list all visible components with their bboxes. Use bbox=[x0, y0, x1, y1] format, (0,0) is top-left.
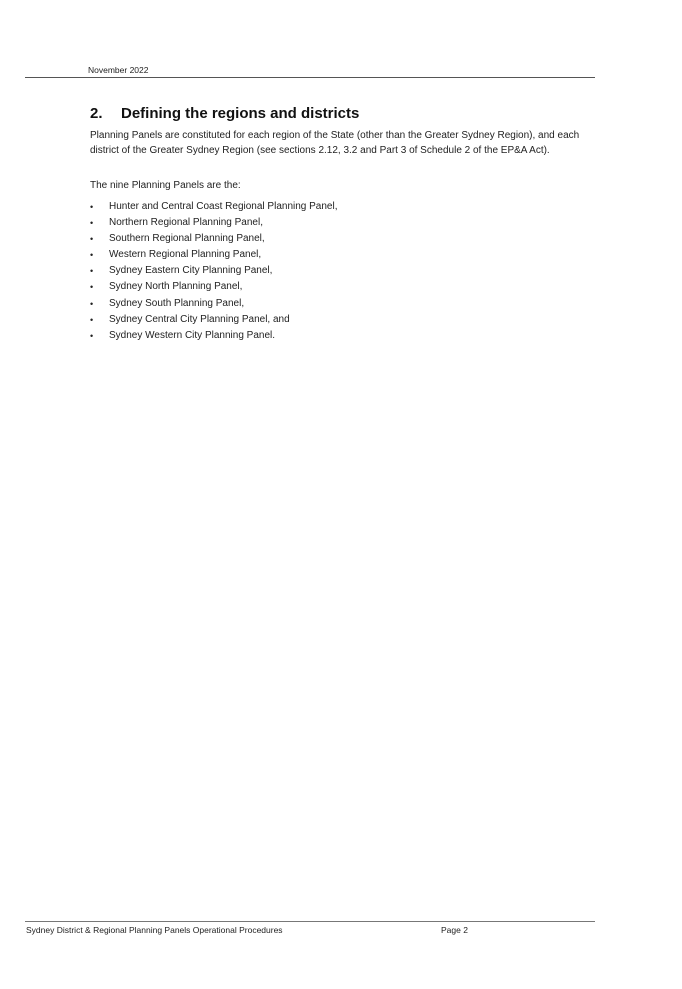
section-number: 2. bbox=[90, 105, 103, 122]
bullet-icon: • bbox=[90, 250, 94, 261]
list-item bbox=[90, 296, 337, 312]
header-divider bbox=[25, 77, 595, 78]
intro-paragraph: Planning Panels are constituted for each region of the State (other than the Greater Sydney Region), and each district of the Greater Sydney Region (see sections 2.12, 3.2 and Part 3 of Schedule 2 of the EP&A Act). bbox=[90, 130, 580, 156]
header-date: November 2022 bbox=[88, 65, 149, 75]
footer-document-title: Sydney District & Regional Planning Panels Operational Procedures bbox=[26, 925, 283, 935]
list-item bbox=[90, 312, 337, 328]
bullet-icon: • bbox=[90, 282, 94, 293]
list-item bbox=[90, 279, 337, 295]
list-item-text: Sydney South Planning Panel, bbox=[109, 297, 245, 309]
planning-panel-list bbox=[90, 199, 337, 344]
list-item-text: Sydney Central City Planning Panel, and bbox=[109, 313, 290, 325]
list-lead-in: The nine Planning Panels are the: bbox=[90, 180, 241, 191]
list-item bbox=[90, 328, 337, 344]
bullet-icon: • bbox=[90, 314, 94, 325]
list-item-text: Sydney Western City Planning Panel. bbox=[109, 329, 276, 341]
list-item-text: Hunter and Central Coast Regional Planning Panel, bbox=[109, 201, 338, 212]
list-item bbox=[90, 263, 337, 279]
list-item-text: Sydney North Planning Panel, bbox=[109, 281, 243, 293]
bullet-icon: • bbox=[90, 266, 94, 277]
footer-divider bbox=[25, 921, 595, 922]
bullet-icon: • bbox=[90, 234, 94, 245]
list-item-text: Western Regional Planning Panel, bbox=[109, 249, 262, 261]
list-item bbox=[90, 199, 337, 215]
list-item bbox=[90, 231, 337, 247]
section-title: Defining the regions and districts bbox=[121, 105, 360, 122]
list-item bbox=[90, 215, 337, 231]
list-item bbox=[90, 247, 337, 263]
bullet-icon: • bbox=[90, 298, 94, 309]
bullet-icon: • bbox=[90, 218, 94, 229]
list-item-text: Northern Regional Planning Panel, bbox=[109, 217, 263, 229]
list-item-text: Southern Regional Planning Panel, bbox=[109, 233, 265, 245]
footer-page-number: Page 2 bbox=[441, 925, 468, 935]
bullet-icon: • bbox=[90, 202, 94, 212]
bullet-icon: • bbox=[90, 330, 94, 341]
list-item-text: Sydney Eastern City Planning Panel, bbox=[109, 265, 273, 277]
section-heading bbox=[90, 105, 359, 122]
